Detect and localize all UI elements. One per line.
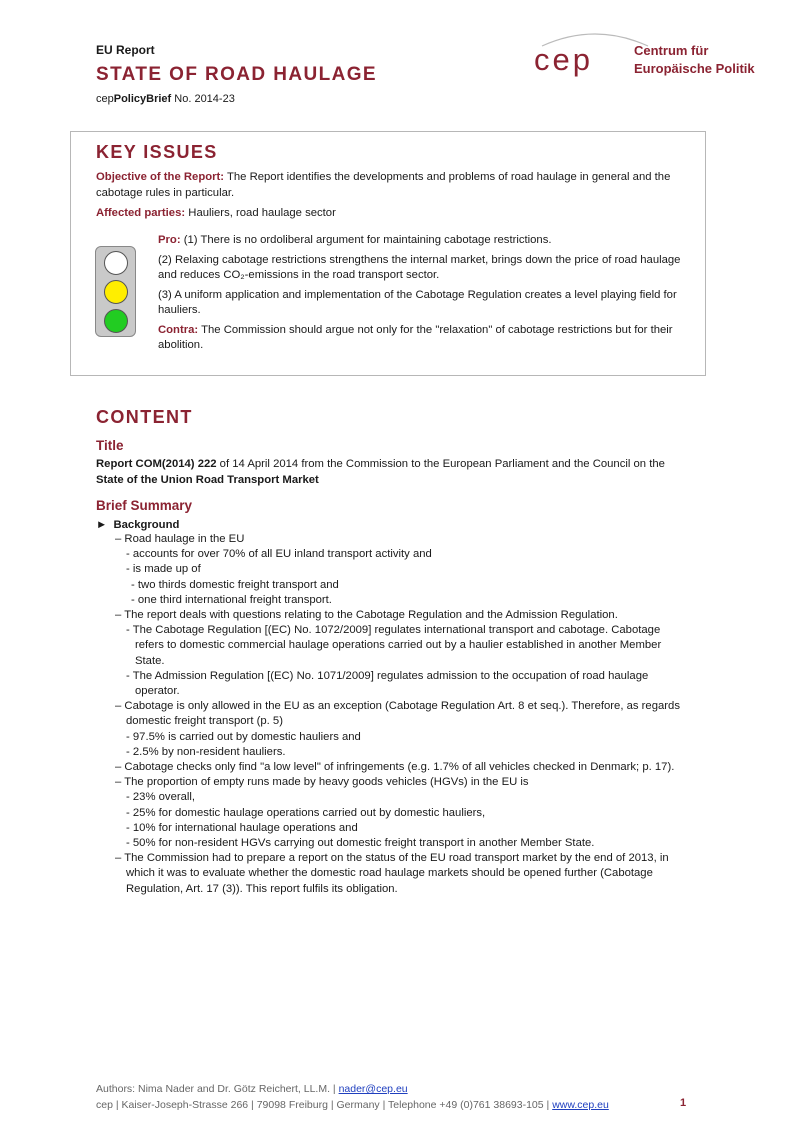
traffic-light-top [104, 251, 128, 275]
key-issues-box [70, 131, 706, 376]
list-item: – Cabotage checks only find "a low level" of infringements (e.g. 1.7% of all vehicles checked in Denmark; p. 17). [115, 761, 675, 774]
traffic-light-icon [95, 246, 136, 337]
objective-label: Objective of the Report: [96, 171, 225, 183]
authors-text: Authors: Nima Nader and Dr. Götz Reichert, LL.M. | [96, 1083, 339, 1095]
list-item: - 2.5% by non-resident hauliers. [126, 745, 286, 758]
list-item: – Road haulage in the EU [115, 533, 245, 545]
list-item: - accounts for over 70% of all EU inland transport activity and [126, 548, 432, 561]
list-item: - The Cabotage Regulation [(EC) No. 1072/2009] regulates international transport and cabotage. Cabotage refers to domestic commercial haulage operations carried out by a haulier established in another Member State. [126, 624, 662, 667]
pro-label: Pro: [158, 234, 181, 246]
pro-contra-block [158, 233, 686, 354]
logo-mark: cep [534, 42, 593, 77]
brief-prefix: cep [96, 93, 114, 105]
list-item: – The report deals with questions relating to the Cabotage Regulation and the Admission Regulation. [115, 609, 618, 622]
affected-paragraph [96, 206, 686, 222]
title-paragraph [96, 457, 690, 488]
contra-text: The Commission should argue not only for the "relaxation" of cabotage restrictions but for their abolition. [158, 323, 673, 351]
content-heading: CONTENT [96, 407, 193, 427]
list-item: - one third international freight transport. [131, 593, 332, 606]
pro-1-text: (1) There is no ordoliberal argument for maintaining cabotage restrictions. [180, 234, 552, 246]
report-title: STATE OF ROAD HAULAGE [96, 64, 377, 85]
list-item: - 10% for international haulage operations and [126, 821, 358, 834]
traffic-light-bottom [104, 309, 128, 333]
affected-label: Affected parties: [96, 207, 186, 219]
list-item: - 23% overall, [126, 791, 196, 804]
list-item: - 25% for domestic haulage operations carried out by domestic hauliers, [126, 806, 486, 819]
address-text: cep | Kaiser-Joseph-Strasse 266 | 79098 Freiburg | Germany | Telephone +49 (0)761 38693-105 | [96, 1099, 553, 1111]
summary-heading: Brief Summary [96, 498, 193, 513]
logo-line1: Centrum für [634, 43, 709, 58]
list-item: - two thirds domestic freight transport and [131, 578, 339, 591]
key-issues-heading: KEY ISSUES [96, 142, 218, 162]
footer-address [96, 1097, 696, 1113]
brief-bold: PolicyBrief [113, 93, 172, 105]
title-heading: Title [96, 438, 124, 453]
contra-label: Contra: [158, 323, 199, 336]
list-item: – The proportion of empty runs made by heavy goods vehicles (HGVs) in the EU is [115, 776, 529, 789]
objective-paragraph [96, 170, 686, 201]
logo-text [634, 42, 755, 78]
list-item: - 50% for non-resident HGVs carrying out domestic freight transport in another Member State. [126, 837, 595, 850]
cep-logo [510, 28, 760, 88]
brief-no: No. 2014-23 [171, 93, 235, 105]
contra [158, 323, 686, 354]
affected-text: Hauliers, road haulage sector [185, 207, 336, 219]
title-bold-1: Report COM(2014) 222 [96, 458, 217, 470]
author-email-link[interactable]: nader@cep.eu [338, 1083, 408, 1095]
footer-authors [96, 1081, 696, 1097]
list-item: - The Admission Regulation [(EC) No. 1071/2009] regulates admission to the occupation of road haulage operator. [126, 669, 649, 698]
background-label: Background [113, 519, 180, 531]
triangle-bullet-icon: ► [96, 519, 114, 531]
policy-brief-number [96, 93, 235, 105]
background-heading [96, 519, 690, 531]
list-item: - 97.5% is carried out by domestic hauliers and [126, 730, 361, 743]
logo-line2: Europäische Politik [634, 61, 755, 76]
content-section [96, 407, 690, 897]
page-number: 1 [680, 1097, 687, 1109]
list-item: - is made up of [126, 563, 201, 576]
traffic-light-middle [104, 280, 128, 304]
pro-2: (2) Relaxing cabotage restrictions strengthens the internal market, brings down the price of road haulage and reduces CO₂-emissions in the road transport sector. [158, 253, 681, 281]
list-item: – Cabotage is only allowed in the EU as an exception (Cabotage Regulation Art. 8 et seq.). Therefore, as regards domestic freight transport (p. 5) [115, 700, 680, 728]
pro-3: (3) A uniform application and implementation of the Cabotage Regulation creates a level playing field for hauliers. [158, 288, 677, 316]
objective-text: The Report identifies the developments and problems of road haulage in general and the cabotage rules in particular. [96, 171, 671, 199]
pro-1 [158, 233, 686, 249]
title-bold-2: State of the Union Road Transport Market [96, 473, 319, 486]
list-item: – The Commission had to prepare a report on the status of the EU road transport market by the end of 2013, in which it was to evaluate whether the domestic road haulage markets should be opened further (Cabotage Regulation, Art. 17 (3)). This report fulfils its obligation. [115, 852, 669, 895]
title-text-1: of 14 April 2014 from the Commission to the European Parliament and the Council on the [216, 458, 665, 470]
report-label: EU Report [96, 43, 155, 57]
footer [96, 1081, 696, 1113]
website-link[interactable]: www.cep.eu [552, 1099, 609, 1111]
